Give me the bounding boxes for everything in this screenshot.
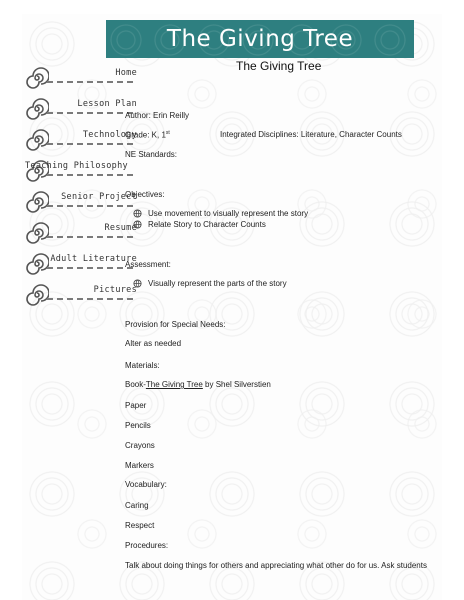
procedures-label: Procedures: <box>125 541 169 550</box>
objective-item <box>133 220 266 229</box>
swirl-icon <box>25 283 49 307</box>
objective-text: Relate Story to Character Counts <box>148 220 266 229</box>
nav-item-technology[interactable] <box>23 126 139 156</box>
nav-label-pictures: Pictures <box>93 285 137 295</box>
nav-underline <box>47 112 133 114</box>
swirl-icon <box>25 221 49 245</box>
page-title: The Giving Tree <box>236 59 322 73</box>
swirl-icon <box>25 190 49 214</box>
globe-bullet-icon <box>133 279 142 288</box>
nav-item-senior-project[interactable] <box>23 188 139 218</box>
grade-superscript: st <box>165 130 170 136</box>
assessment-text: Visually represent the parts of the story <box>148 279 287 288</box>
grade-text: Grade: K, 1 <box>125 130 166 140</box>
nav-label-technology: Technology <box>82 130 137 140</box>
swirl-icon <box>25 252 49 276</box>
nav-underline <box>47 143 133 145</box>
vocabulary-label: Vocabulary: <box>125 480 167 489</box>
nav-label-teaching-philosophy: Teaching Philosophy <box>25 161 128 171</box>
material-item: Markers <box>125 461 154 470</box>
objective-item <box>133 209 308 218</box>
globe-bullet-icon <box>133 209 142 218</box>
vocabulary-item: Caring <box>125 501 149 510</box>
objectives-label: Objectives: <box>125 190 165 199</box>
book-prefix: Book- <box>125 380 146 389</box>
nav-label-adult-literature: Adult Literature <box>50 254 137 264</box>
special-needs-text: Alter as needed <box>125 339 182 348</box>
nav-underline <box>47 267 133 269</box>
grade-line <box>125 130 170 140</box>
globe-bullet-icon <box>133 220 142 229</box>
disciplines-line: Integrated Disciplines: Literature, Character Counts <box>220 130 402 139</box>
nav-label-home: Home <box>115 68 137 78</box>
nav-label-resume: Resume <box>104 223 137 233</box>
site-banner <box>106 20 414 58</box>
objective-text: Use movement to visually represent the story <box>148 209 309 218</box>
swirl-icon <box>25 66 49 90</box>
banner-title: The Giving Tree <box>166 26 354 52</box>
procedures-text: Talk about doing things for others and appreciating what other do for us. Ask students <box>125 561 427 570</box>
material-item: Paper <box>125 401 147 410</box>
nav-label-senior-project: Senior Project <box>61 192 137 202</box>
material-book <box>125 380 271 389</box>
swirl-icon <box>25 128 49 152</box>
nav-item-adult-literature[interactable] <box>23 250 139 280</box>
nav-item-home[interactable] <box>23 64 139 94</box>
nav-item-teaching-philosophy[interactable] <box>23 157 139 187</box>
materials-label: Materials: <box>125 361 160 370</box>
nav-item-resume[interactable] <box>23 219 139 249</box>
nav-underline <box>47 298 133 300</box>
assessment-item <box>133 279 287 288</box>
material-item: Crayons <box>125 441 155 450</box>
nav-underline <box>47 236 133 238</box>
material-item: Pencils <box>125 421 151 430</box>
special-needs-label: Provision for Special Needs: <box>125 320 226 329</box>
swirl-icon <box>25 97 49 121</box>
nav-underline <box>47 174 133 176</box>
assessment-label: Assessment: <box>125 260 171 269</box>
nav-item-pictures[interactable] <box>23 281 139 311</box>
book-author: by Shel Silverstien <box>202 380 271 389</box>
book-title: The Giving Tree <box>145 380 203 389</box>
nav-item-lesson-plan[interactable] <box>23 95 139 125</box>
nav-underline <box>47 205 133 207</box>
nav-underline <box>47 81 133 83</box>
author-line: Author: Erin Reilly <box>125 111 190 120</box>
ne-standards-label: NE Standards: <box>125 150 178 159</box>
vocabulary-item: Respect <box>125 521 155 530</box>
nav-label-lesson-plan: Lesson Plan <box>77 99 137 109</box>
